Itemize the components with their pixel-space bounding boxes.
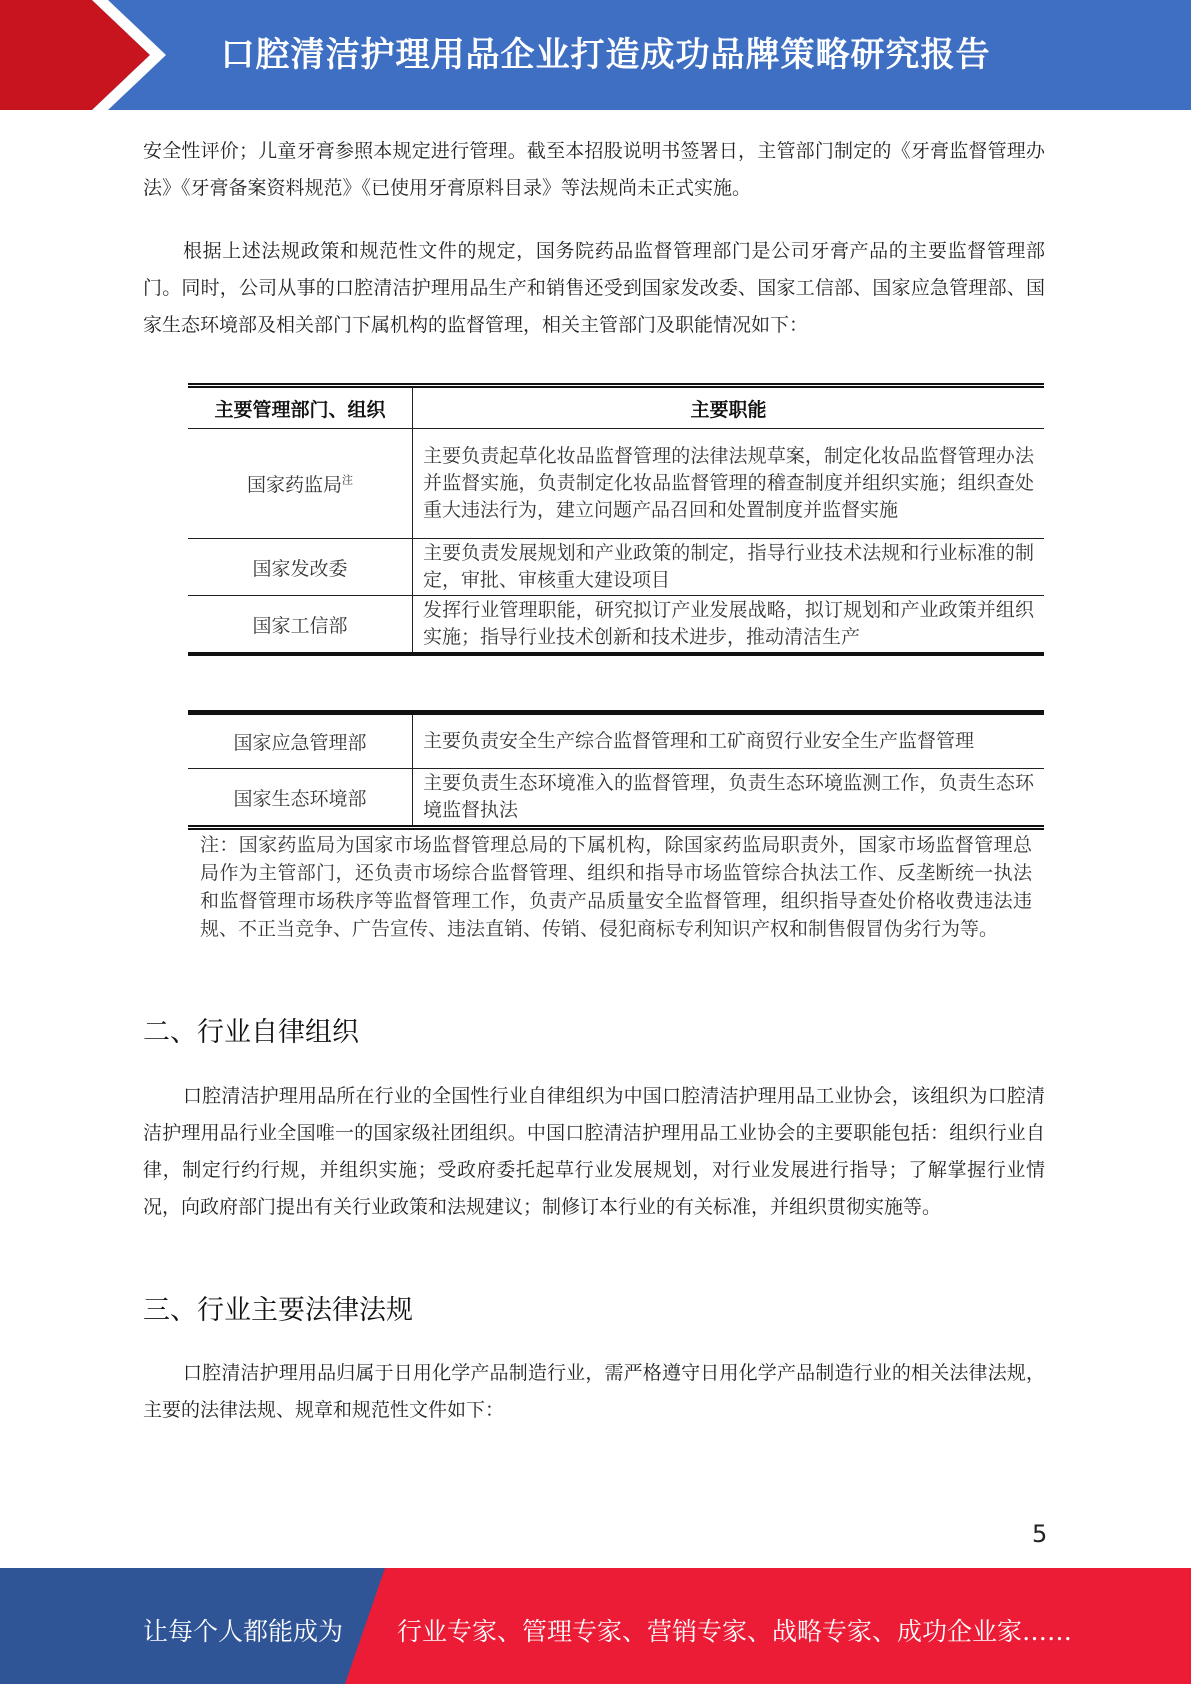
table-row	[188, 596, 1044, 655]
function-cell: 主要负责安全生产综合监督管理和工矿商贸行业安全生产监督管理	[413, 713, 1045, 769]
dept-cell: 国家工信部	[188, 596, 413, 655]
header-dept: 主要管理部门、组织	[188, 386, 413, 429]
table-header-row	[188, 386, 1044, 429]
dept-cell: 国家药监局$^注$	[188, 429, 413, 539]
dept-cell: 国家生态环境部	[188, 769, 413, 828]
function-cell: 发挥行业管理职能，研究拟订产业发展战略，拟订规划和产业政策并组织实施；指导行业技术创新和技术进步，推动清洁生产	[413, 596, 1045, 655]
footer-slogan-right: 行业专家、管理专家、营销专家、战略专家、成功企业家……	[397, 1617, 1073, 1646]
paragraph-self-regulation: 口腔清洁护理用品所在行业的全国性行业自律组织为中国口腔清洁护理用品工业协会，该组织为口腔清洁护理用品行业全国唯一的国家级社团组织。中国口腔清洁护理用品工业协会的主要职能包括：组织行业自律，制定行约行规，并组织实施；受政府委托起草行业发展规划，对行业发展进行指导；了解掌握行业情况，向政府部门提出有关行业政策和法规建议；制修订本行业的有关标准，并组织贯彻实施等。	[143, 1085, 1045, 1218]
table-row	[188, 539, 1044, 596]
table-row	[188, 769, 1044, 828]
function-cell: 主要负责发展规划和产业政策的制定，指导行业技术法规和行业标准的制定，审批、审核重大建设项目	[413, 539, 1045, 596]
paragraph-toothpaste-regulation: 安全性评价；儿童牙膏参照本规定进行管理。截至本招股说明书签署日，主管部门制定的《牙膏监督管理办法》《牙膏备案资料规范》《已使用牙膏原料目录》等法规尚未正式实施。	[143, 140, 1045, 199]
section-heading-self-regulation: 二、行业自律组织	[143, 1017, 359, 1048]
header-function: 主要职能	[413, 386, 1045, 429]
page-header	[0, 0, 1191, 110]
table-note: 注：国家药监局为国家市场监督管理总局的下属机构，除国家药监局职责外，国家市场监督管理总局作为主管部门，还负责市场综合监督管理、组织和指导市场监管综合执法工作、反垄断统一执法和监督管理市场秩序等监督管理工作，负责产品质量安全监督管理，组织指导查处价格收费违法违规、不正当竞争、广告宣传、违法直销、传销、侵犯商标专利知识产权和制售假冒伪劣行为等。	[200, 834, 1032, 940]
report-title: 口腔清洁护理用品企业打造成功品牌策略研究报告	[220, 35, 991, 75]
function-cell: 主要负责生态环境准入的监督管理，负责生态环境监测工作，负责生态环境监督执法	[413, 769, 1045, 828]
regulators-table-continued	[188, 710, 1044, 830]
regulators-table	[188, 383, 1044, 656]
table-row	[188, 429, 1044, 539]
paragraph-regulators: 根据上述法规政策和规范性文件的规定，国务院药品监督管理部门是公司牙膏产品的主要监督管理部门。同时，公司从事的口腔清洁护理用品生产和销售还受到国家发改委、国家工信部、国家应急管理部、国家生态环境部及相关部门下属机构的监督管理，相关主管部门及职能情况如下：	[143, 240, 1045, 336]
dept-cell: 国家应急管理部	[188, 713, 413, 769]
function-cell: 主要负责起草化妆品监督管理的法律法规草案，制定化妆品监督管理办法并监督实施，负责制定化妆品监督管理的稽查制度并组织实施；组织查处重大违法行为，建立问题产品召回和处置制度并监督实施	[413, 429, 1045, 539]
page-number: 5	[1032, 1520, 1048, 1548]
table-row	[188, 713, 1044, 769]
section-heading-laws: 三、行业主要法律法规	[143, 1295, 413, 1326]
paragraph-laws: 口腔清洁护理用品归属于日用化学产品制造行业，需严格遵守日用化学产品制造行业的相关法律法规，主要的法律法规、规章和规范性文件如下：	[143, 1362, 1045, 1421]
dept-cell: 国家发改委	[188, 539, 413, 596]
footer-slogan-left: 让每个人都能成为	[143, 1617, 344, 1646]
note-marker: 注	[342, 473, 353, 487]
